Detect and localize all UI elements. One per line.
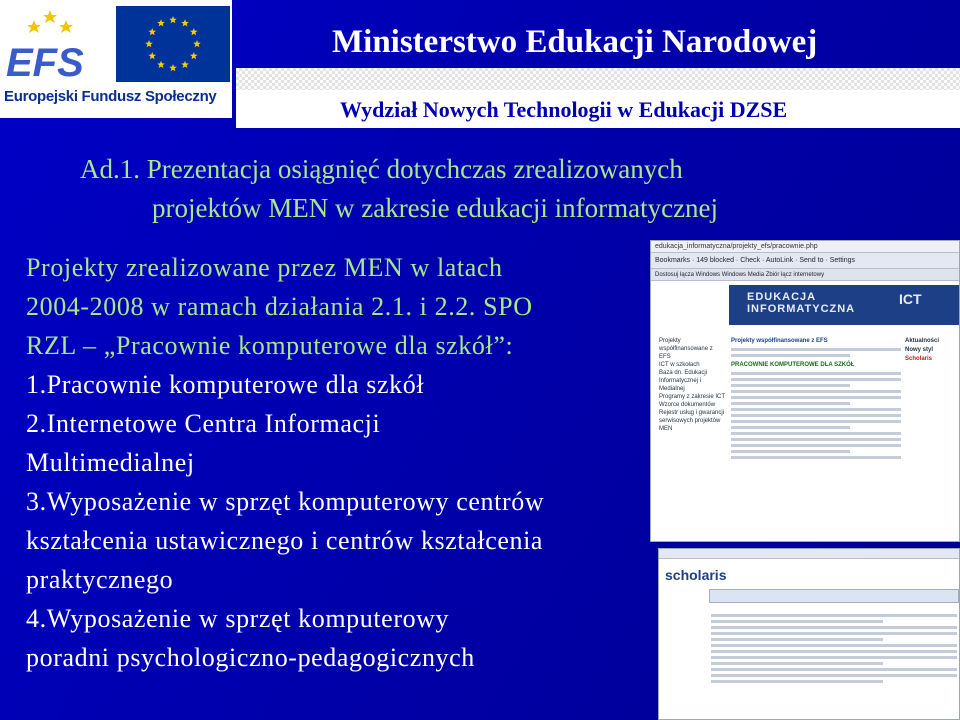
screenshot-links-bar: Dostosuj łącza Windows Windows Media Zbiór łącz internetowy	[651, 269, 959, 281]
main-content	[26, 248, 666, 677]
efs-caption: Europejski Fundusz Społeczny	[4, 88, 217, 105]
screenshot-main	[731, 337, 901, 462]
content-line: RZL – „Pracownie komputerowe dla szkół”:	[26, 331, 514, 360]
scholaris-logo: scholaris	[665, 567, 727, 583]
sidebar-item: Projekty współfinansowane z EFS	[659, 338, 713, 360]
right-item: Nowy styl	[905, 347, 934, 353]
sidebar-item: ICT w szkołach	[659, 362, 700, 368]
header-decor-bar	[236, 68, 960, 90]
agenda-line-1: Ad.1. Prezentacja osiągnięć dotychczas zrealizowanych	[80, 154, 683, 184]
screenshot-address-bar: edukacja_informatyczna/projekty_efs/pracownie.php	[651, 241, 959, 253]
content-line: 2004-2008 w ramach działania 2.1. i 2.2. SPO	[26, 292, 533, 321]
banner-line-2: INFORMATYCZNA	[747, 303, 856, 315]
list-item: 2.Internetowe Centra Informacji	[26, 409, 381, 438]
screenshot-right-column	[905, 337, 959, 364]
banner-ict: ICT	[899, 291, 922, 307]
website-screenshot-scholaris	[658, 548, 960, 720]
scholaris-content	[711, 611, 957, 686]
eu-flag-icon	[116, 6, 230, 82]
sidebar-item: Rejestr usług i gwarancji serwisowych projektów MEN	[659, 410, 725, 432]
website-screenshot-edukacja	[650, 240, 960, 542]
list-item: praktycznego	[26, 565, 174, 594]
list-item: 1.Pracownie komputerowe dla szkół	[26, 370, 425, 399]
sidebar-item: Wzorce dokumentów	[659, 402, 716, 408]
sidebar-item: Baza dn. Edukacji Informatycznej i Medialnej	[659, 370, 708, 392]
main-title: PRACOWNIE KOMPUTEROWE DLA SZKÓŁ	[731, 362, 855, 368]
list-item: Multimedialnej	[26, 448, 195, 477]
screenshot-sidebar	[659, 337, 725, 433]
screenshot2-toolbar	[659, 549, 959, 559]
screenshot-toolbar: Bookmarks · 149 blocked · Check · AutoLink · Send to · Settings	[651, 253, 959, 269]
screenshot-banner	[729, 285, 959, 325]
list-item: 4.Wyposażenie w sprzęt komputerowy	[26, 604, 450, 633]
list-item: kształcenia ustawicznego i centrów kształcenia	[26, 526, 544, 555]
agenda-heading	[80, 150, 880, 228]
efs-logo-text: EFS	[6, 41, 84, 85]
right-item: Scholaris	[905, 356, 933, 362]
main-heading: Projekty współfinansowane z EFS	[731, 338, 828, 344]
list-item: 3.Wyposażenie w sprzęt komputerowy centrów	[26, 487, 545, 516]
content-line: Projekty zrealizowane przez MEN w latach	[26, 253, 503, 282]
sidebar-item: Programy z zakresie ICT	[659, 394, 726, 400]
agenda-line-2: projektów MEN w zakresie edukacji informatycznej	[152, 193, 719, 223]
right-item: Aktualności	[905, 338, 940, 344]
list-item: poradni psychologiczno-pedagogicznych	[26, 643, 475, 672]
banner-line-1: EDUKACJA	[747, 291, 817, 303]
efs-logo	[4, 4, 112, 96]
ministry-title: Ministerstwo Edukacji Narodowej	[332, 24, 818, 60]
scholaris-nav-bar	[709, 589, 959, 603]
department-title: Wydział Nowych Technologii w Edukacji DZSE	[340, 97, 788, 122]
